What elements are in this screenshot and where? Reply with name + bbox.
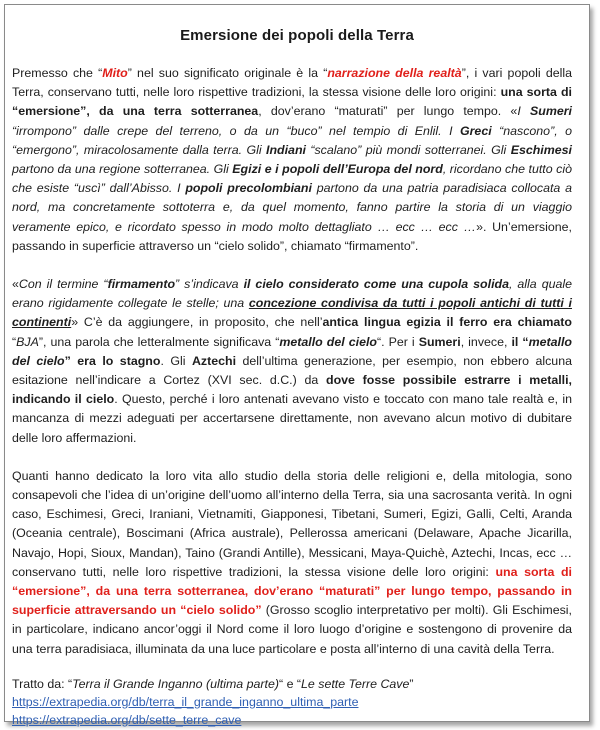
p2-run: , alla quale erano rigidamente collegate le stelle; una	[12, 277, 573, 311]
p1-run: Greci	[459, 123, 492, 138]
p1-run: narrazione della realtà	[327, 66, 462, 80]
p3-run: (Grosso scoglio interpretativo per molti). Gli Eschimesi, in particolare, indicano ancor’oggi il Nord come il loro luogo d’origine e sostengono di provenire da una terra paradisiaca, illuminata da una luce particolare e posta all’interno di una cavità della Terra.	[12, 603, 572, 656]
p2-run: . Questo, perché i loro antenati avevano visto e toccato con mano tale realtà e, in mancanza di mezzi adeguati per accertarsene direttamente, non avevano alcun motivo di dubitare delle loro affermazioni.	[12, 392, 572, 445]
p1-run: , ricordano che tutto ciò che esiste “uscì” dall’Abisso. I	[12, 162, 572, 196]
source-work-2: Le sette Terre Cave	[301, 676, 410, 691]
paragraph-1	[12, 64, 572, 256]
p2-run: «	[12, 277, 19, 292]
paragraph-3	[12, 467, 572, 659]
source-block	[12, 675, 572, 729]
p1-run: ”, i vari popoli della Terra, conservano tutti, nelle loro rispettive tradizioni, la stessa visione delle loro origini:	[12, 66, 572, 100]
source-suffix: ”	[409, 676, 414, 691]
p1-run: partono da una patria paradisiaca collocata a nord, ma concretamente sottoterra e, da quel momento, fanno partire la storia di un viaggio veramente epico, e ricordato spesso in modo molto dettagliato … ecc … ecc …	[12, 181, 572, 234]
p1-run: “irrompono” dalle crepe del terreno, o da un “buco” nel tempio di Enlil. I	[12, 123, 460, 138]
p1-run: Indiani	[266, 142, 306, 157]
p1-run: popoli precolombiani	[185, 181, 312, 196]
p2-run: , invece,	[460, 334, 512, 349]
p2-run: dell’ultima generazione, per esempio, non ebbero alcuna esitazione nell’indicare a Cortez (XVI sec. d.C.) da	[12, 353, 572, 388]
p1-run: Sumeri	[529, 104, 572, 119]
p2-run: “	[12, 334, 17, 349]
p2-run: dove fosse possibile estrarre i metalli, indicando il cielo	[12, 373, 572, 407]
p3-run: una sorta di “emersione”, da una terra sotterranea, dov’erano “maturati” per lungo tempo, passando in superficie attraversando un “cielo solido”	[12, 564, 572, 618]
p2-run: il “	[511, 334, 529, 349]
paragraph-2	[12, 275, 572, 448]
p1-run: “scalano” più mondi sotterranei. Gli	[305, 142, 511, 157]
p1-run: Eschimesi	[510, 142, 572, 157]
source-prefix: Tratto da: “	[12, 676, 73, 691]
p2-run: ” era lo stagno	[64, 353, 161, 368]
source-mid: “ e “	[279, 676, 302, 691]
p1-run: Egizi e i popoli dell’Europa del nord	[232, 162, 443, 177]
p1-run: partono da una regione sotterranea. Gli	[12, 162, 233, 177]
p1-run: ». Un’emersione, passando in superficie attraverso un “cielo solido”, chiamato “firmamento”.	[12, 219, 572, 253]
p1-run: una sorta di “emersione”, da una terra sotterranea	[12, 85, 572, 119]
source-work-1: Terra il Grande Inganno (ultima parte)	[72, 676, 279, 691]
p2-run: il cielo considerato come una cupola solida	[243, 277, 509, 292]
p2-run: metallo del cielo	[279, 334, 377, 349]
p1-run: I	[517, 104, 530, 119]
source-credit	[12, 675, 572, 693]
p2-run: . Gli	[160, 353, 192, 368]
p2-run: Con il termine “	[18, 277, 108, 292]
source-link-1[interactable]: https://extrapedia.org/db/terra_il_grande_inganno_ultima_parte	[12, 694, 359, 709]
p3-run: Quanti hanno dedicato la loro vita allo studio della storia delle religioni e, della mitologia, sono consapevoli che l’idea di un’origine dell’uomo all’interno della Terra, sia una sacrosanta verità. In ogni caso, Eschimesi, Greci, Iraniani, Vietnamiti, Giapponesi, Tibetani, Sumeri, Egizi, Galli, Celti, Aranda (Oceania centrale), Boscimani (Africa australe), Pellerossa americani (Delaware, Apache Jicarilla, Navajo, Hopi, Sioux, Mandan), Taino (Grandi Antille), Messicani, Maya-Quichè, Aztechi, Incas, ecc … conservano tutti, nelle loro rispettive tradizioni, la stessa visione delle loro origini:	[12, 468, 572, 579]
article-body	[12, 64, 572, 729]
p2-run: BJA	[16, 334, 39, 349]
p2-run: Sumeri	[418, 334, 461, 349]
p2-run: ” s’indicava	[175, 277, 244, 292]
p1-run: Mito	[102, 66, 128, 80]
p1-run: “nascono”, o “emergono”, miracolosamente dalla terra. Gli	[12, 123, 572, 157]
p2-run: concezione condivisa da tutti i popoli antichi di tutti i continenti	[12, 296, 573, 330]
source-link-2[interactable]: https://extrapedia.org/db/sette_terre_cave	[12, 712, 242, 727]
p2-run: “. Per i	[376, 334, 419, 349]
p2-run: Aztechi	[191, 353, 237, 368]
p1-run: ” nel suo significato originale è la “	[127, 66, 328, 80]
p2-run: metallo del cielo	[12, 334, 572, 368]
p2-run: » C’è da aggiungere, in proposito, che nell’	[71, 315, 323, 330]
p1-run: , dov’erano “maturati” per lungo tempo. «	[258, 104, 518, 119]
p1-run: Premesso che “	[12, 66, 103, 80]
p2-run: ”, una parola che letteralmente significava “	[38, 334, 280, 349]
p2-run: antica lingua egizia il ferro era chiamato	[322, 315, 572, 330]
article-title: Emersione dei popoli della Terra	[180, 27, 414, 44]
p2-run: firmamento	[107, 277, 176, 292]
